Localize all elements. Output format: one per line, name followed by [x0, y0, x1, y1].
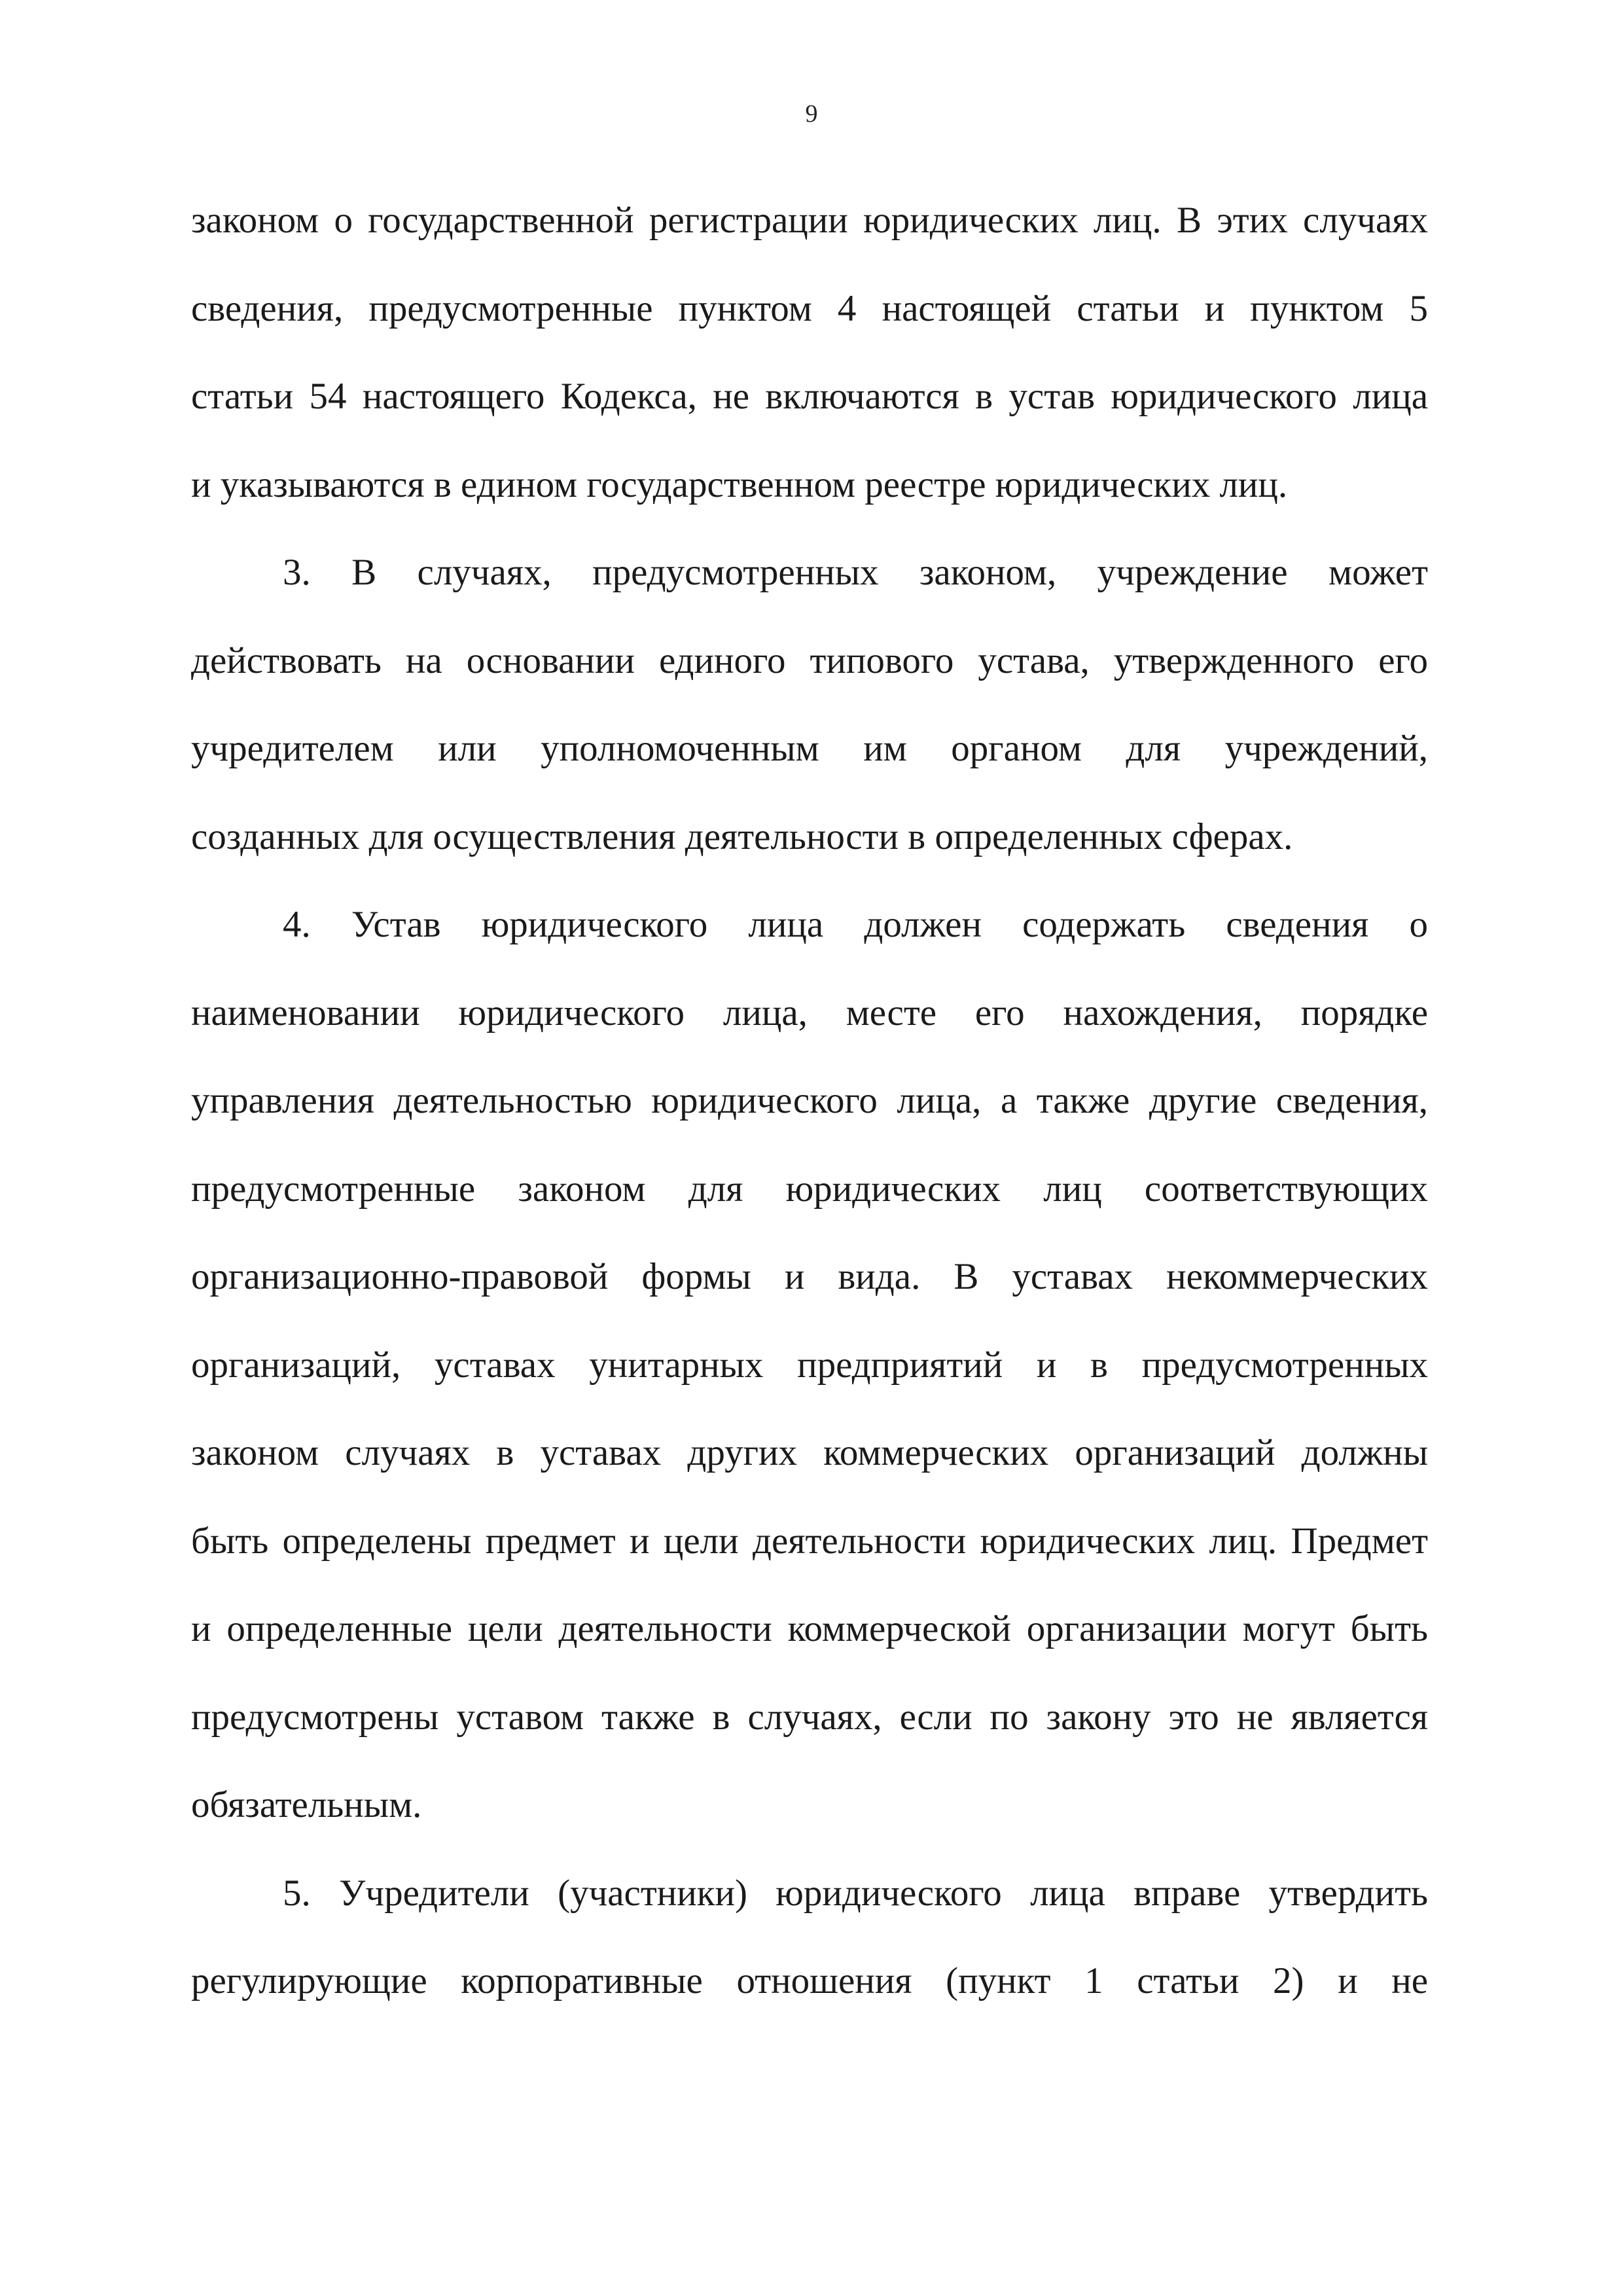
paragraph-3-first-line: 3. В случаях, предусмотренных законом, учреждение может: [283, 552, 1428, 593]
text-line: законом случаях в уставах других коммерческих организаций должны: [191, 1432, 1428, 1473]
text-line: сведения, предусмотренные пунктом 4 настоящей статьи и пунктом 5: [191, 287, 1428, 329]
text-line: управления деятельностью юридического лица, а также другие сведения,: [191, 1080, 1428, 1121]
text-line: законом о государственной регистрации юридических лиц. В этих случаях: [191, 200, 1428, 241]
text-line: и указываются в едином государственном реестре юридических лиц.: [191, 463, 1288, 505]
document-body: [191, 177, 1428, 2026]
paragraph-4-first-line: 4. Устав юридического лица должен содержать сведения о: [283, 904, 1428, 945]
text-line: и определенные цели деятельности коммерческой организации могут быть: [191, 1608, 1428, 1649]
page-number: 9: [805, 100, 818, 128]
text-line: статьи 54 настоящего Кодекса, не включаются в устав юридического лица: [191, 376, 1428, 417]
text-line: организаций, уставах унитарных предприятий и в предусмотренных: [191, 1344, 1428, 1386]
text-line: организационно-правовой формы и вида. В уставах некоммерческих: [191, 1256, 1428, 1297]
text-line: наименовании юридического лица, месте его нахождения, порядке: [191, 992, 1428, 1033]
text-line: быть определены предмет и цели деятельности юридических лиц. Предмет: [191, 1520, 1428, 1562]
text-line: учредителем или уполномоченным им органом для учреждений,: [191, 728, 1428, 769]
text-line: регулирующие корпоративные отношения (пункт 1 статьи 2) и не: [191, 1960, 1428, 2001]
paragraph-5-first-line: 5. Учредители (участники) юридического лица вправе утвердить: [283, 1872, 1428, 1914]
text-line: предусмотренные законом для юридических лиц соответствующих: [191, 1168, 1428, 1210]
text-line: созданных для осуществления деятельности в определенных сферах.: [191, 816, 1293, 857]
text-line: обязательным.: [191, 1784, 422, 1825]
text-line: действовать на основании единого типового устава, утвержденного его: [191, 639, 1428, 681]
text-line: предусмотрены уставом также в случаях, если по закону это не является: [191, 1696, 1428, 1738]
